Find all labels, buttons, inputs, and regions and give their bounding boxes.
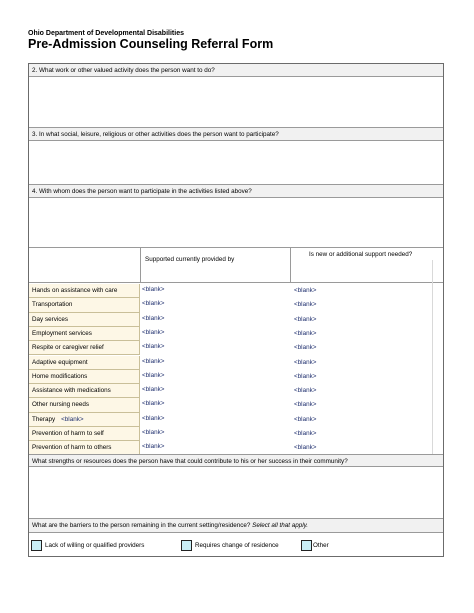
current-provider-field[interactable]: <blank> xyxy=(142,328,165,336)
barrier-checkbox-other[interactable] xyxy=(301,540,312,551)
support-row-label-text: Hands on assistance with care xyxy=(32,287,118,294)
barrier-checkbox-providers[interactable] xyxy=(31,540,42,551)
support-row-label xyxy=(29,398,140,412)
support-row-label-text: Transportation xyxy=(32,301,73,309)
question-3: 3. In what social, leisure, religious or other activities does the person want to participate? xyxy=(29,128,443,141)
barriers-question-text: What are the barriers to the person remaining in the current setting/residence? xyxy=(32,522,251,529)
question-4: 4. With whom does the person want to participate in the activities listed above? xyxy=(29,185,443,198)
additional-support-field[interactable]: <blank> xyxy=(294,344,317,352)
current-provider-field[interactable]: <blank> xyxy=(142,400,165,408)
support-row xyxy=(29,356,443,370)
support-row-label xyxy=(29,341,140,355)
support-row-label-text: Prevention of harm to self xyxy=(32,430,104,437)
strengths-field[interactable] xyxy=(29,467,443,519)
support-row xyxy=(29,398,443,412)
support-row-label xyxy=(29,384,140,398)
support-row xyxy=(29,413,443,427)
question-2: 2. What work or other valued activity does the person want to do? xyxy=(29,64,443,77)
support-row-label xyxy=(29,284,140,298)
additional-support-field[interactable]: <blank> xyxy=(294,372,317,380)
additional-support-field[interactable]: <blank> xyxy=(294,301,317,309)
support-row-label xyxy=(29,370,140,384)
therapy-type-field[interactable]: <blank> xyxy=(61,415,84,423)
additional-support-field[interactable]: <blank> xyxy=(294,444,317,452)
additional-support-field[interactable]: <blank> xyxy=(294,358,317,366)
support-row-label-text: Day services xyxy=(32,315,69,323)
referral-form xyxy=(28,63,444,557)
support-row xyxy=(29,341,443,355)
support-row xyxy=(29,327,443,341)
barrier-label-providers: Lack of willing or qualified providers xyxy=(45,542,145,549)
support-row-label-text: Assistance with medications xyxy=(32,387,111,395)
question-strengths: What strengths or resources does the person have that could contribute to his or her success in their community? xyxy=(29,454,443,467)
additional-support-field[interactable]: <blank> xyxy=(294,387,317,395)
support-row-label-text: Home modifications xyxy=(32,372,88,380)
barrier-label-residence: Requires change of residence xyxy=(195,542,279,549)
col-header-new: Is new or additional support needed? xyxy=(309,251,413,258)
barrier-checkbox-residence[interactable] xyxy=(181,540,192,551)
support-row xyxy=(29,370,443,384)
additional-support-field[interactable]: <blank> xyxy=(294,315,317,323)
current-provider-field[interactable]: <blank> xyxy=(142,343,165,351)
support-row-label-text: Employment services xyxy=(32,329,92,337)
answer-3-field[interactable] xyxy=(29,141,443,185)
current-provider-field[interactable]: <blank> xyxy=(142,443,165,451)
support-row-label xyxy=(29,356,140,370)
support-row-label xyxy=(29,427,140,441)
barrier-options xyxy=(29,537,443,557)
additional-support-field[interactable]: <blank> xyxy=(294,415,317,423)
support-row-label-text: Prevention of harm to others xyxy=(32,444,112,452)
support-row-label-text: Adaptive equipment xyxy=(32,358,88,366)
support-row-label-text: Therapy xyxy=(32,415,56,423)
current-provider-field[interactable]: <blank> xyxy=(142,357,165,365)
agency-name: Ohio Department of Developmental Disabilities xyxy=(28,30,184,37)
form-title: Pre-Admission Counseling Referral Form xyxy=(28,37,274,51)
current-provider-field[interactable]: <blank> xyxy=(142,414,165,422)
question-barriers xyxy=(29,519,443,533)
support-row-label xyxy=(29,413,140,427)
current-provider-field[interactable]: <blank> xyxy=(142,300,165,308)
answer-4-field[interactable] xyxy=(29,198,443,248)
current-provider-field[interactable]: <blank> xyxy=(142,314,165,322)
current-provider-field[interactable]: <blank> xyxy=(142,286,165,293)
barriers-hint: Select all that apply. xyxy=(252,522,309,529)
support-row-label xyxy=(29,298,140,312)
support-row-label-text: Other nursing needs xyxy=(32,401,90,409)
additional-support-field[interactable]: <blank> xyxy=(294,401,317,409)
support-row xyxy=(29,298,443,312)
current-provider-field[interactable]: <blank> xyxy=(142,386,165,394)
support-row-label-text: Respite or caregiver relief xyxy=(32,344,104,352)
additional-support-field[interactable]: <blank> xyxy=(294,287,317,294)
current-provider-field[interactable]: <blank> xyxy=(142,429,165,436)
support-row-label xyxy=(29,327,140,341)
support-row xyxy=(29,313,443,327)
col-header-current: Supported currently provided by xyxy=(145,256,235,263)
barrier-label-other: Other xyxy=(313,542,329,549)
support-row-label xyxy=(29,313,140,327)
support-row xyxy=(29,427,443,441)
support-row xyxy=(29,284,443,298)
additional-support-field[interactable]: <blank> xyxy=(294,329,317,337)
support-row xyxy=(29,384,443,398)
current-provider-field[interactable]: <blank> xyxy=(142,371,165,379)
answer-2-field[interactable] xyxy=(29,77,443,128)
additional-support-field[interactable]: <blank> xyxy=(294,430,317,437)
